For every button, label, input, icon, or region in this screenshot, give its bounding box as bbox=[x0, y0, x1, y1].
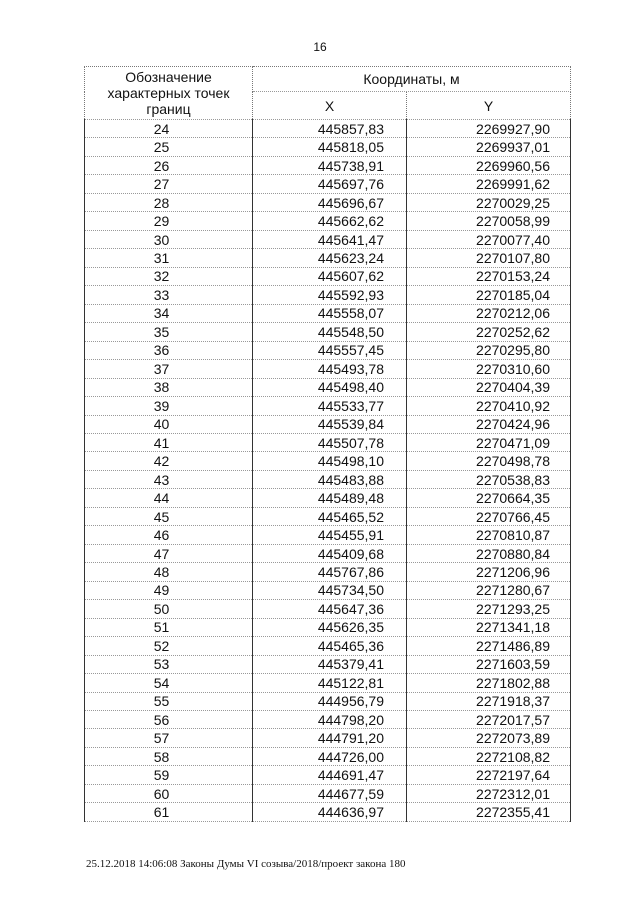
table-row bbox=[85, 212, 571, 230]
point-number-cell: 26 bbox=[85, 156, 253, 174]
y-coordinate-cell: 2271918,37 bbox=[407, 692, 571, 710]
x-coordinate-cell: 444956,79 bbox=[253, 692, 407, 710]
x-coordinate-cell: 444726,00 bbox=[253, 747, 407, 765]
x-coordinate-cell: 445539,84 bbox=[253, 415, 407, 433]
y-coordinate-cell: 2269960,56 bbox=[407, 156, 571, 174]
y-coordinate-cell: 2270880,84 bbox=[407, 544, 571, 562]
point-number-cell: 51 bbox=[85, 618, 253, 636]
x-coordinate-cell: 445548,50 bbox=[253, 323, 407, 341]
x-coordinate-cell: 444798,20 bbox=[253, 711, 407, 729]
table-row bbox=[85, 323, 571, 341]
table-row bbox=[85, 156, 571, 174]
page-number: 16 bbox=[313, 40, 327, 54]
x-coordinate-cell: 445465,36 bbox=[253, 637, 407, 655]
y-coordinate-cell: 2270498,78 bbox=[407, 452, 571, 470]
x-coordinate-cell: 445507,78 bbox=[253, 433, 407, 451]
point-number-cell: 47 bbox=[85, 544, 253, 562]
table-row bbox=[85, 378, 571, 396]
table-row bbox=[85, 747, 571, 765]
coordinates-header: Координаты, м bbox=[253, 67, 571, 92]
x-coordinate-cell: 445607,62 bbox=[253, 267, 407, 285]
y-coordinate-cell: 2270153,24 bbox=[407, 267, 571, 285]
table-row bbox=[85, 507, 571, 525]
y-coordinate-cell: 2270538,83 bbox=[407, 470, 571, 488]
y-coordinate-cell: 2272017,57 bbox=[407, 711, 571, 729]
y-coordinate-cell: 2270310,60 bbox=[407, 360, 571, 378]
y-coordinate-cell: 2270185,04 bbox=[407, 286, 571, 304]
x-coordinate-cell: 445734,50 bbox=[253, 581, 407, 599]
y-coordinate-cell: 2270252,62 bbox=[407, 323, 571, 341]
x-coordinate-cell: 444791,20 bbox=[253, 729, 407, 747]
x-coordinate-cell: 445409,68 bbox=[253, 544, 407, 562]
point-number-cell: 53 bbox=[85, 655, 253, 673]
table-row bbox=[85, 138, 571, 156]
table-row bbox=[85, 803, 571, 821]
y-column-header: Y bbox=[407, 92, 571, 120]
x-coordinate-cell: 445122,81 bbox=[253, 674, 407, 692]
point-number-cell: 27 bbox=[85, 175, 253, 193]
table-row bbox=[85, 415, 571, 433]
point-number-cell: 34 bbox=[85, 304, 253, 322]
table-row bbox=[85, 230, 571, 248]
point-number-cell: 28 bbox=[85, 193, 253, 211]
table-row bbox=[85, 600, 571, 618]
point-number-cell: 55 bbox=[85, 692, 253, 710]
y-coordinate-cell: 2270766,45 bbox=[407, 507, 571, 525]
y-coordinate-cell: 2272197,64 bbox=[407, 766, 571, 784]
point-number-cell: 36 bbox=[85, 341, 253, 359]
x-coordinate-cell: 445379,41 bbox=[253, 655, 407, 673]
x-coordinate-cell: 445465,52 bbox=[253, 507, 407, 525]
y-coordinate-cell: 2271486,89 bbox=[407, 637, 571, 655]
table-row bbox=[85, 563, 571, 581]
point-number-cell: 59 bbox=[85, 766, 253, 784]
x-coordinate-cell: 445767,86 bbox=[253, 563, 407, 581]
point-number-cell: 54 bbox=[85, 674, 253, 692]
y-coordinate-cell: 2270810,87 bbox=[407, 526, 571, 544]
table-row bbox=[85, 674, 571, 692]
point-number-cell: 41 bbox=[85, 433, 253, 451]
y-coordinate-cell: 2270058,99 bbox=[407, 212, 571, 230]
table-row bbox=[85, 249, 571, 267]
table-row bbox=[85, 267, 571, 285]
table-row bbox=[85, 655, 571, 673]
point-number-cell: 29 bbox=[85, 212, 253, 230]
point-number-cell: 37 bbox=[85, 360, 253, 378]
point-number-cell: 50 bbox=[85, 600, 253, 618]
table-row bbox=[85, 581, 571, 599]
table-header bbox=[85, 67, 571, 120]
x-coordinate-cell: 445592,93 bbox=[253, 286, 407, 304]
point-number-cell: 58 bbox=[85, 747, 253, 765]
point-number-cell: 46 bbox=[85, 526, 253, 544]
point-number-cell: 32 bbox=[85, 267, 253, 285]
table-row bbox=[85, 175, 571, 193]
point-number-cell: 35 bbox=[85, 323, 253, 341]
point-number-cell: 30 bbox=[85, 230, 253, 248]
point-number-cell: 44 bbox=[85, 489, 253, 507]
table-row bbox=[85, 692, 571, 710]
table-body bbox=[85, 120, 571, 822]
y-coordinate-cell: 2270471,09 bbox=[407, 433, 571, 451]
y-coordinate-cell: 2271280,67 bbox=[407, 581, 571, 599]
y-coordinate-cell: 2271802,88 bbox=[407, 674, 571, 692]
point-number-cell: 57 bbox=[85, 729, 253, 747]
point-number-cell: 45 bbox=[85, 507, 253, 525]
table-row bbox=[85, 637, 571, 655]
table-row bbox=[85, 360, 571, 378]
table-row bbox=[85, 729, 571, 747]
x-coordinate-cell: 445623,24 bbox=[253, 249, 407, 267]
point-number-cell: 48 bbox=[85, 563, 253, 581]
y-coordinate-cell: 2272312,01 bbox=[407, 784, 571, 802]
x-coordinate-cell: 445498,40 bbox=[253, 378, 407, 396]
table-row bbox=[85, 618, 571, 636]
y-coordinate-cell: 2272355,41 bbox=[407, 803, 571, 821]
table-row bbox=[85, 433, 571, 451]
point-number-cell: 24 bbox=[85, 120, 253, 138]
x-coordinate-cell: 445455,91 bbox=[253, 526, 407, 544]
y-coordinate-cell: 2269991,62 bbox=[407, 175, 571, 193]
x-coordinate-cell: 445558,07 bbox=[253, 304, 407, 322]
y-coordinate-cell: 2270410,92 bbox=[407, 397, 571, 415]
x-coordinate-cell: 444677,59 bbox=[253, 784, 407, 802]
point-number-cell: 40 bbox=[85, 415, 253, 433]
x-coordinate-cell: 444691,47 bbox=[253, 766, 407, 784]
point-number-cell: 56 bbox=[85, 711, 253, 729]
table-row bbox=[85, 120, 571, 138]
x-coordinate-cell: 445696,67 bbox=[253, 193, 407, 211]
x-coordinate-cell: 445697,76 bbox=[253, 175, 407, 193]
table-row bbox=[85, 341, 571, 359]
y-coordinate-cell: 2270212,06 bbox=[407, 304, 571, 322]
point-number-cell: 60 bbox=[85, 784, 253, 802]
table-row bbox=[85, 489, 571, 507]
x-coordinate-cell: 445647,36 bbox=[253, 600, 407, 618]
point-number-cell: 61 bbox=[85, 803, 253, 821]
y-coordinate-cell: 2270029,25 bbox=[407, 193, 571, 211]
y-coordinate-cell: 2271206,96 bbox=[407, 563, 571, 581]
table-row bbox=[85, 711, 571, 729]
x-coordinate-cell: 445483,88 bbox=[253, 470, 407, 488]
point-number-cell: 31 bbox=[85, 249, 253, 267]
coordinates-table bbox=[84, 66, 571, 822]
point-number-cell: 52 bbox=[85, 637, 253, 655]
table-row bbox=[85, 452, 571, 470]
table-row bbox=[85, 470, 571, 488]
y-coordinate-cell: 2272108,82 bbox=[407, 747, 571, 765]
y-coordinate-cell: 2270404,39 bbox=[407, 378, 571, 396]
table-row bbox=[85, 193, 571, 211]
table-row bbox=[85, 526, 571, 544]
y-coordinate-cell: 2272073,89 bbox=[407, 729, 571, 747]
y-coordinate-cell: 2270295,80 bbox=[407, 341, 571, 359]
table-row bbox=[85, 286, 571, 304]
footer-text: 25.12.2018 14:06:08 Законы Думы VI созыва/2018/проект закона 180 bbox=[86, 858, 406, 870]
y-coordinate-cell: 2269927,90 bbox=[407, 120, 571, 138]
point-number-cell: 33 bbox=[85, 286, 253, 304]
y-coordinate-cell: 2271603,59 bbox=[407, 655, 571, 673]
y-coordinate-cell: 2270424,96 bbox=[407, 415, 571, 433]
x-coordinate-cell: 445738,91 bbox=[253, 156, 407, 174]
table-row bbox=[85, 766, 571, 784]
x-coordinate-cell: 445662,62 bbox=[253, 212, 407, 230]
point-number-cell: 39 bbox=[85, 397, 253, 415]
point-number-cell: 25 bbox=[85, 138, 253, 156]
point-number-cell: 42 bbox=[85, 452, 253, 470]
y-coordinate-cell: 2271341,18 bbox=[407, 618, 571, 636]
x-coordinate-cell: 445857,83 bbox=[253, 120, 407, 138]
table-row bbox=[85, 784, 571, 802]
x-coordinate-cell: 445533,77 bbox=[253, 397, 407, 415]
point-number-cell: 38 bbox=[85, 378, 253, 396]
y-coordinate-cell: 2271293,25 bbox=[407, 600, 571, 618]
point-number-cell: 49 bbox=[85, 581, 253, 599]
x-coordinate-cell: 445626,35 bbox=[253, 618, 407, 636]
x-coordinate-cell: 444636,97 bbox=[253, 803, 407, 821]
table-row bbox=[85, 304, 571, 322]
x-coordinate-cell: 445489,48 bbox=[253, 489, 407, 507]
x-coordinate-cell: 445818,05 bbox=[253, 138, 407, 156]
y-coordinate-cell: 2269937,01 bbox=[407, 138, 571, 156]
table-row bbox=[85, 397, 571, 415]
x-coordinate-cell: 445641,47 bbox=[253, 230, 407, 248]
point-number-cell: 43 bbox=[85, 470, 253, 488]
x-coordinate-cell: 445498,10 bbox=[253, 452, 407, 470]
x-column-header: X bbox=[253, 92, 407, 120]
x-coordinate-cell: 445493,78 bbox=[253, 360, 407, 378]
y-coordinate-cell: 2270664,35 bbox=[407, 489, 571, 507]
y-coordinate-cell: 2270107,80 bbox=[407, 249, 571, 267]
y-coordinate-cell: 2270077,40 bbox=[407, 230, 571, 248]
table-row bbox=[85, 544, 571, 562]
x-coordinate-cell: 445557,45 bbox=[253, 341, 407, 359]
point-column-header: Обозначение характерных точек границ bbox=[85, 67, 253, 120]
